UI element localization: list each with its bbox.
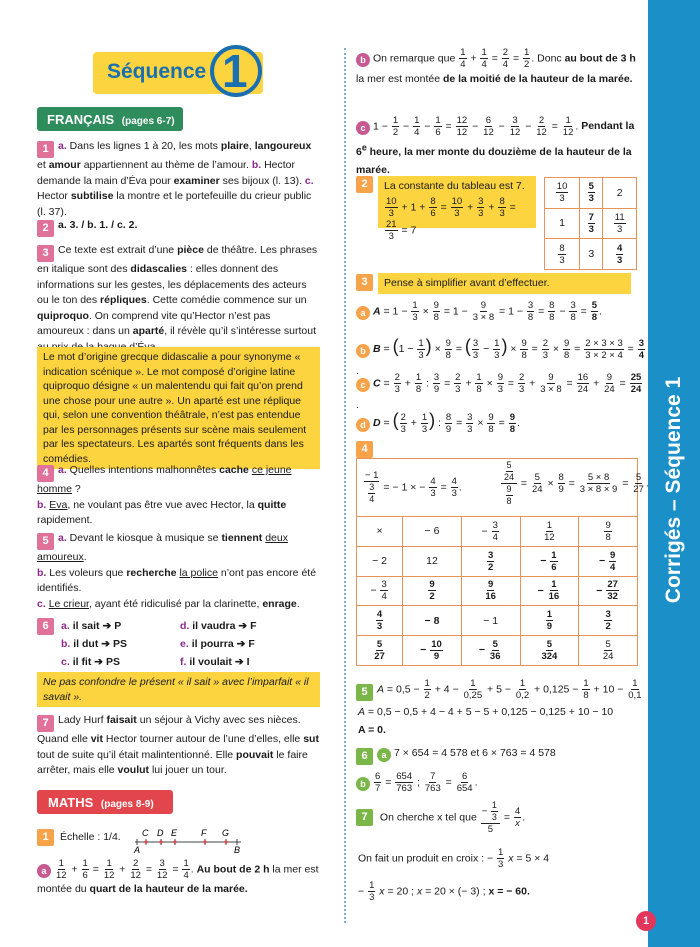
fr-note-sait: Ne pas confondre le présent « il sait » avec l’imparfait « il savait ».: [37, 672, 320, 707]
multiplication-table: × − 6 − $\frac{3}{4}$ $\frac{1}{12}$ $\frac{9}{8}$ − 2 12 $\frac{3}{2}$ − $\frac{1}{6}$ − $\frac{9}{4}$ − $\frac{3}{4}$ $\frac{9}{2}$ $\frac{9}{16}$ − $\frac{1}{16}$ − $\frac{27}{32}$ $\frac{4}{3}$ − 8 − 1 $\frac{1}{9}$ $\frac{3}{2}$ $\frac{5}{27}$ − $\frac{10}{9}$ − $\frac{5}{36}$ $\frac{5}{324}$ $\frac{5}{24}$: [356, 516, 638, 666]
maths-ex1-number: 1: [37, 829, 54, 846]
number-line: [133, 828, 243, 854]
fr-ex2: [37, 218, 319, 237]
maths-ex6-b: b $\frac{6}{7}$ = $\frac{654}{763}$ ; $\frac{7}{763}$ = $\frac{6}{654}$ .: [356, 771, 478, 794]
nl-label: C: [142, 828, 149, 838]
maths-ex5-result: A = 0.: [358, 724, 386, 736]
fr-ex1: 1 a. Dans les lignes 1 à 20, les mots plaire, langoureux et amour appartiennent au thème de l’amour. b. Hector demande la main d’Éva pour examiner ses bijoux (l. 13). c. Hector subtilise la montre et le portefeuille du crieur public (l. 37).: [37, 140, 314, 218]
column-divider: [344, 48, 346, 923]
fr-ex7: 7 Lady Hurf faisait un séjour à Vichy avec ses nièces. Quand elle vit Hector tourner autour de l’une d’elles, elle sut tout de suite qu’il était malintentionné. Elle pouvait le faire arrêter, mais elle voulut lui jouer un tour.: [37, 714, 319, 776]
maths-ex4-number: 4: [356, 441, 373, 458]
francais-title: [47, 112, 175, 127]
nl-label: B: [234, 845, 241, 854]
maths-ex6-a: 6 a 7 × 654 = 4 578 et 6 × 763 = 4 578: [356, 746, 556, 765]
fr-ex4-number: 4: [37, 465, 54, 482]
fr-ex6-item: a. il sait ➔ P: [61, 620, 122, 632]
fr-note-didascalie: Le mot d’origine grecque didascalie a pour synonyme « indication scénique ». Le mot composé d’origine latine quiproquo désigne « un malentendu qui fait qu’on prend une chose pour une autre ». Un aparté est une réplique qui, selon une convention théâtrale, n’est pas entendue par les personnages présents sur scène mais seulement par les spectateurs. Les apartés sont fréquents dans les comédies.: [37, 347, 320, 469]
maths-ex7-result: x = − 60.: [488, 885, 530, 898]
maths-ex5-number: 5: [356, 684, 373, 701]
fr-ex3: 3 Ce texte est extrait d’une pièce de théâtre. Les phrases en italique sont des didascalies : elles donnent des informations sur les gestes, les déplacements des acteurs ou le ton des répliques. Cette comédie commence sur un quiproquo. On comprend vite qu’Hector n’est pas amoureux : dans un aparté, il révèle qu’il s’intéresse surtout: [37, 244, 318, 337]
nl-label: A: [134, 845, 141, 854]
maths-ex3: [356, 273, 639, 291]
maths-ex2-hint-text: La constante du tableau est 7.: [384, 180, 525, 192]
fr-ex5: 5 a. Devant le kiosque à musique se tiennent deux amoureux. b. Les voleurs que recherche la police n’ont pas encore été identifiés. c. Le crieur, ayant été ridiculisé par la clarinette, enrage.: [37, 532, 317, 610]
maths-ex2-number: 2: [356, 176, 373, 193]
maths-ex3-b: b B = (1 − $\frac{1}{3}$ ) × $\frac{9}{8}$ = ( $\frac{3}{3}$ − $\frac{1}{3}$ ) × $\frac{9}{8}$ = $\frac{2}{3}$ × $\frac{9}{8}$ = $\frac{2 \times 3 \times 3}{3 \times 2 \times 4}$ = $\frac{3}{4}$ .: [356, 336, 645, 377]
maths-ex7-line1: On cherche x tel que: [379, 811, 477, 824]
fr-ex2-number: 2: [37, 220, 54, 237]
maths-ex7-line2: On fait un produit en croix : − $\frac{1}{3}$ x = 5 × 4: [358, 847, 550, 870]
fr-ex6-item: b. il dut ➔ PS: [61, 638, 128, 650]
sidebar-tab-label: Corrigés – Séquence 1: [662, 376, 685, 604]
fr-ex2-text: a. 3. / b. 1. / c. 2.: [58, 219, 138, 231]
fr-ex7-number: 7: [37, 715, 54, 732]
maths-ex7-line2-text: On fait un produit en croix :: [358, 852, 485, 865]
fr-ex5-number: 5: [37, 533, 54, 550]
proportion-table: $\frac{10}{3}$ $\frac{5}{3}$ 2 1 $\frac{7}{3}$ $\frac{11}{3}$ $\frac{8}{3}$ 3 $\frac{4}{3}$: [544, 177, 637, 270]
maths-ex5: 5 A = 0,5 − $\frac{1}{2}$ + 4 − $\frac{1}{0,25}$ + 5 − $\frac{1}{0,2}$ + 0,125 − $\frac{1}{8}$ + 10 − $\frac{1}{0,1}$: [356, 678, 646, 701]
maths-ex7-number: 7: [356, 809, 373, 826]
fr-ex3-number: 3: [37, 245, 54, 262]
sequence-number: 1: [222, 45, 248, 97]
maths-title-text: MATHS: [48, 795, 94, 810]
fr-ex1-number: 1: [37, 141, 54, 158]
maths-ex2-hint: La constante du tableau est 7. $\frac{10}{3}$ + 1 + $\frac{8}{6}$ = $\frac{10}{3}$ + $\frac{3}{3}$ + $\frac{8}{3}$ = $\frac{21}{3}$ = 7: [378, 176, 536, 228]
maths-pages: (pages 8-9): [100, 799, 154, 810]
maths-ex3-number: 3: [356, 274, 373, 291]
fr-ex6-number: 6: [37, 618, 54, 635]
maths-title: [48, 795, 154, 810]
francais-title-text: FRANÇAIS: [47, 112, 115, 127]
nl-label: G: [222, 828, 230, 838]
maths-ex3-c: c C = $\frac{2}{3}$ + $\frac{1}{8}$ : $\frac{3}{9}$ = $\frac{2}{3}$ + $\frac{1}{8}$ × $\frac{9}{3}$ = $\frac{2}{3}$ + $\frac{9}{3 \times 8}$ = $\frac{16}{24}$ + $\frac{9}{24}$ = $\frac{25}{24}$ .: [356, 372, 642, 411]
fr-ex6-item: f. il voulait ➔ I: [180, 656, 250, 668]
page-number: 1: [636, 911, 656, 931]
maths-ex1-scale: Échelle : 1/4.: [60, 831, 121, 843]
maths-ex6-a-text: 7 × 654 = 4 578 et 6 × 763 = 4 578: [394, 747, 556, 759]
maths-ex1-a: a $\frac{1}{12}$ + $\frac{1}{6}$ = $\frac{1}{12}$ + $\frac{2}{12}$ = $\frac{3}{12}$ = $\frac{1}{4}$ . Au bout de 2 h la mer est montée du quart de la hauteur de la marée.: [37, 858, 319, 895]
fr-ex6-item: e. il pourra ➔ F: [180, 638, 255, 650]
fr-ex4: 4 a. Quelles intentions malhonnêtes cache ce jeune homme ? b. Eva, ne voulant pas être vue avec Hector, la quitte rapidement.: [37, 464, 292, 526]
maths-ex3-hint: Pense à simplifier avant d’effectuer.: [378, 273, 631, 294]
maths-ex3-d: d D = ( $\frac{2}{3}$ + $\frac{1}{3}$ ) : $\frac{8}{9}$ = $\frac{3}{3}$ × $\frac{9}{8}$ = $\frac{9}{8}$ .: [356, 410, 646, 435]
maths-ex7: 7 On cherche x tel que − $\frac{1}{3}$ 5 = $\frac{4}{x}$ .: [356, 800, 525, 835]
maths-ex4-left: $\frac{- 1}{\frac{3}{4}}$ = − 1 × − $\frac{4}{3}$ = $\frac{4}{3}$ .: [365, 470, 462, 504]
maths-ex7-line3: − $\frac{1}{3}$ x = 20 ; x = 20 × (− 3) ; x = − 60.: [358, 880, 530, 903]
maths-ex1-c: c 1 − $\frac{1}{2}$ − $\frac{1}{4}$ − $\frac{1}{6}$ = $\frac{12}{12}$ − $\frac{6}{12}$ − $\frac{3}{12}$ − $\frac{2}{12}$ = $\frac{1}{12}$ . Pendant la 6e heure, la mer monte du douzième de la hauteur de la marée.: [356, 115, 635, 176]
nl-label: D: [157, 828, 164, 838]
francais-pages: (pages 6-7): [121, 116, 175, 127]
nl-label: F: [201, 828, 207, 838]
sequence-title: Séquence: [107, 60, 207, 83]
nl-label: E: [171, 828, 178, 838]
fr-ex6-item: c. il fit ➔ PS: [61, 656, 121, 668]
maths-ex6-number: 6: [356, 748, 373, 765]
maths-ex1: [37, 829, 319, 853]
fr-ex6-item: d. il vaudra ➔ F: [180, 620, 257, 632]
maths-ex4-right: $\frac{\frac{5}{24}}{\frac{9}{8}}$ = $\frac{5}{24}$ × $\frac{8}{9}$ = $\frac{5 \times 8}{3 \times 8 \times 9}$ = $\frac{5}{27}$ .: [500, 460, 649, 507]
maths-ex5-line2: A = 0,5 − 0,5 + 4 − 4 + 5 − 5 + 0,125 − 0,125 + 10 − 10: [358, 706, 614, 718]
maths-ex3-a: a A = 1 − $\frac{1}{3}$ × $\frac{9}{8}$ = 1 − $\frac{9}{3 \times 8}$ = 1 − $\frac{3}{8}$ = $\frac{8}{8}$ − $\frac{3}{8}$ = $\frac{5}{8}$ .: [356, 300, 646, 323]
maths-ex1-b: b On remarque que $\frac{1}{4}$ + $\frac{1}{4}$ = $\frac{2}{4}$ = $\frac{1}{2}$ . Donc au bout de 3 h la mer est montée de la moitié de la hauteur de la marée.: [356, 47, 636, 85]
